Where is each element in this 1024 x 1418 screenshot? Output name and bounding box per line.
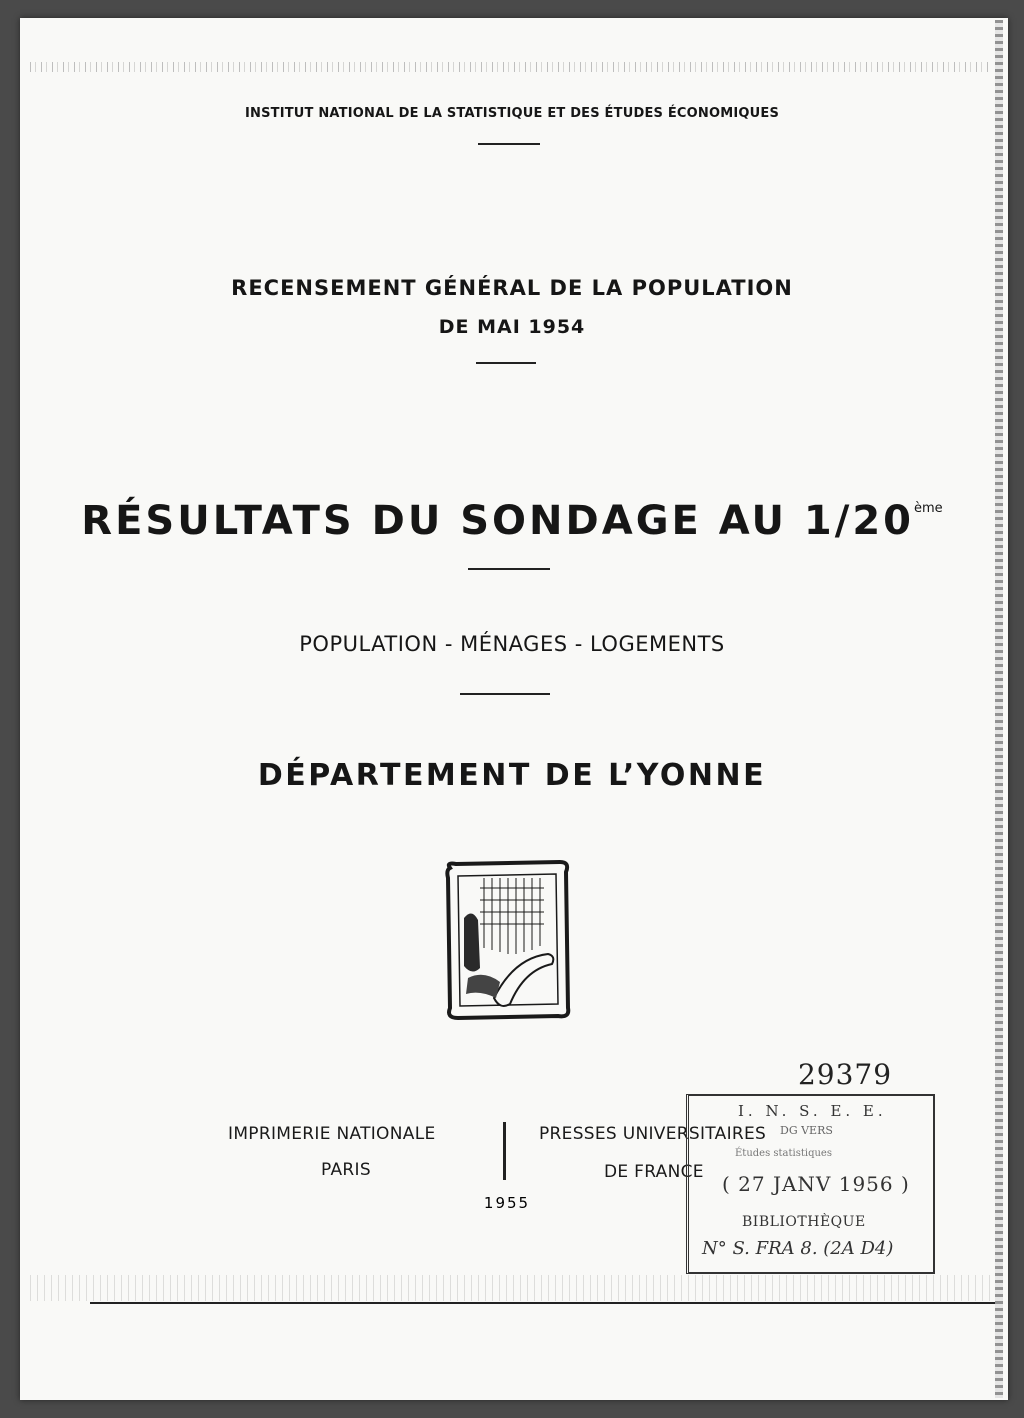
rule-2: [476, 362, 536, 364]
stamp-line-3: Études statistiques: [735, 1148, 832, 1159]
inventory-number: 29379: [797, 1058, 893, 1091]
publisher-divider: [503, 1122, 506, 1180]
binding-edge: [995, 20, 1003, 1398]
scan-noise-top: [30, 62, 990, 72]
main-title-text: RÉSULTATS DU SONDAGE AU 1/20: [81, 498, 915, 544]
department-title: DÉPARTEMENT DE L’YONNE: [257, 758, 767, 793]
main-title: [0, 498, 1024, 544]
publisher-right-name: PRESSES UNIVERSITAIRES: [539, 1124, 767, 1144]
scroll-emblem-icon: [444, 858, 572, 1020]
publisher-left-name: IMPRIMERIE NATIONALE: [228, 1124, 436, 1144]
subtitle: POPULATION - MÉNAGES - LOGEMENTS: [299, 632, 725, 656]
stamp-shelfmark: N° S. FRA 8. (2A D4): [702, 1238, 894, 1259]
stamp-institution: I. N. S. E. E.: [738, 1102, 887, 1120]
main-title-suffix: ème: [914, 501, 943, 516]
institut-header: INSTITUT NATIONAL DE LA STATISTIQUE ET DES ÉTUDES ÉCONOMIQUES: [244, 106, 780, 121]
rule-4: [460, 693, 550, 695]
rule-3: [468, 568, 550, 570]
publication-year: 1955: [483, 1194, 531, 1212]
publisher-left-city: PARIS: [321, 1160, 371, 1180]
bottom-rule: [90, 1302, 995, 1304]
census-title: RECENSEMENT GÉNÉRAL DE LA POPULATION: [231, 276, 793, 300]
stamp-line-2: DG VERS: [780, 1124, 833, 1137]
census-date: DE MAI 1954: [438, 316, 586, 338]
publisher-right-country: DE FRANCE: [604, 1162, 704, 1182]
rule-1: [478, 143, 540, 145]
stamp-date: ( 27 JANV 1956 ): [722, 1172, 910, 1196]
stamp-library: BIBLIOTHÈQUE: [742, 1214, 866, 1230]
scan-noise-bottom: [30, 1275, 990, 1301]
